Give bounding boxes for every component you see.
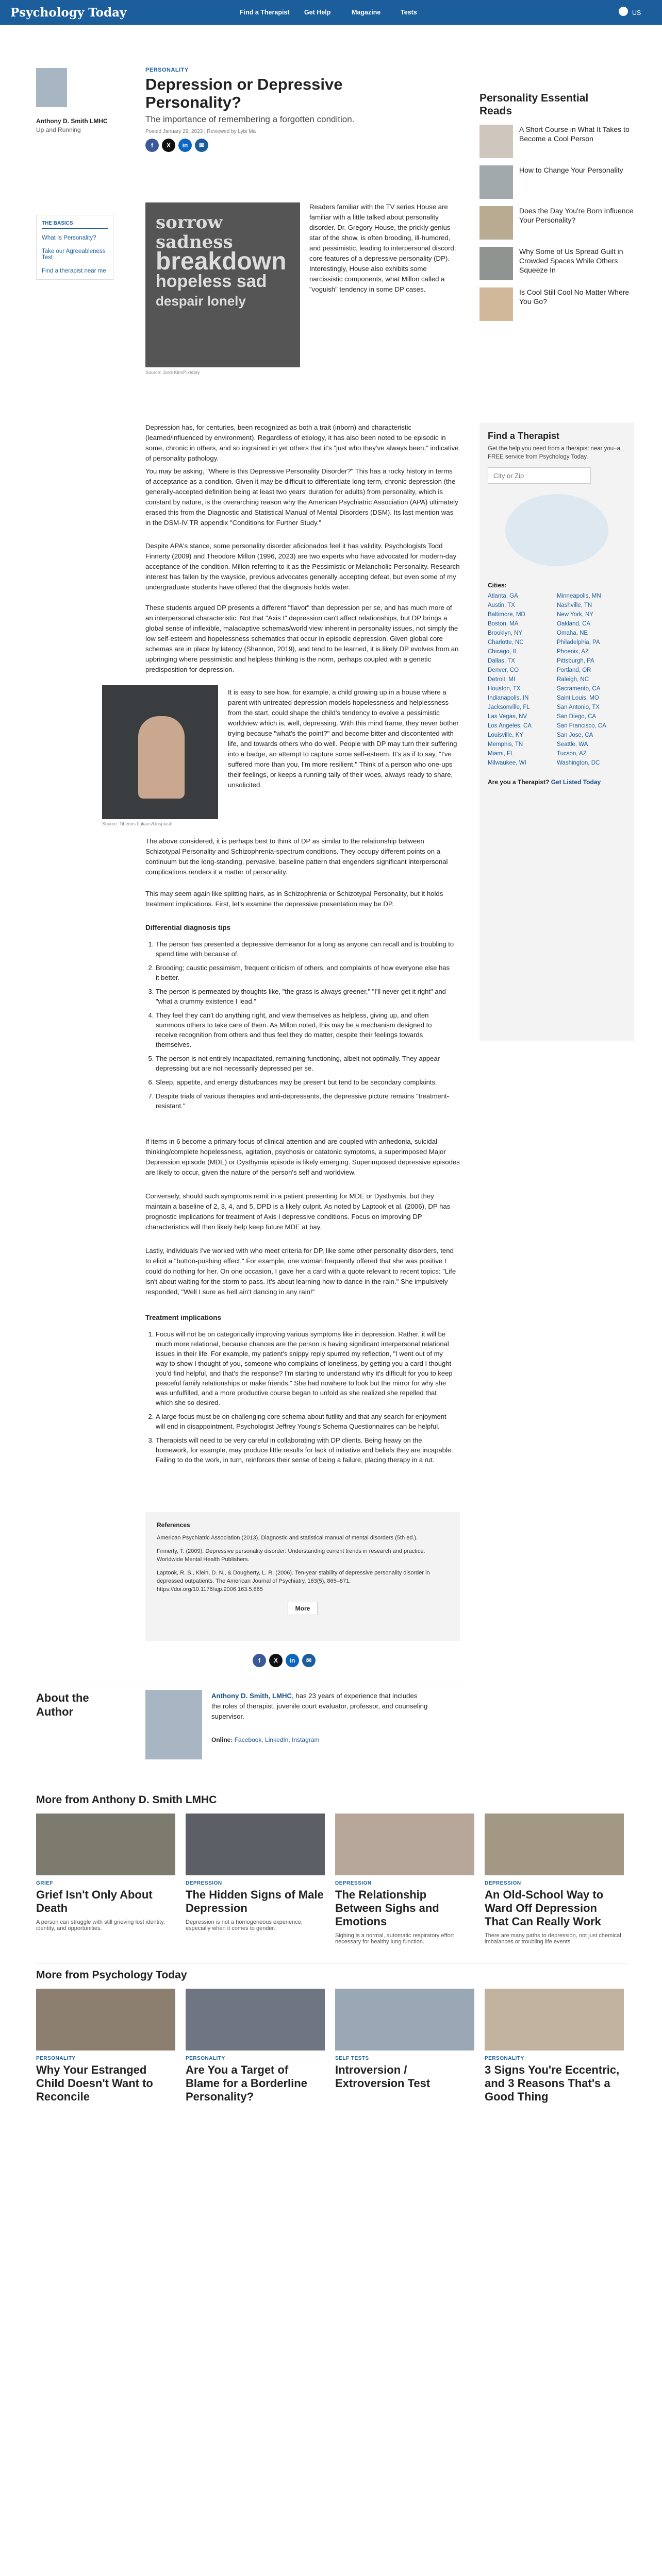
para-2: Depression has, for centuries, been recognized as both a trait (inborn) and characteristic (learned/influenced by environment). Regardless of etiology, it has also been noted to be episodic in some, chronic in others, and so ingrained in yet others that it's "just who they've always been," indicative of personality pathology. <box>145 423 459 462</box>
essential-read-item[interactable] <box>479 287 634 321</box>
author-name[interactable]: Anthony D. Smith LMHC <box>36 117 108 125</box>
more-author-heading: More from Anthony D. Smith LMHC <box>36 1794 217 1806</box>
therapist-heading: Find a Therapist <box>488 431 560 441</box>
city-link[interactable]: Los Angeles, CA <box>488 723 532 729</box>
para-10: Conversely, should such symptoms remit in a patient presenting for MDE or Dysthymia, but they maintain a baseline of 2, 3, 4, and 5, DPD is a likely culprit. As noted by Laptook et al. (2006), DP has prognostic implications for treatment of Axis I depressive conditions. Focus on improving DP characteristics will then likely help keep future MDE at bay. <box>145 1192 451 1231</box>
more-author-card[interactable] <box>485 1814 624 1945</box>
are-you-therapist: Are you a Therapist? <box>488 778 550 786</box>
more-pt-card[interactable] <box>186 1989 325 2104</box>
diff-heading: Differential diagnosis tips <box>145 924 231 931</box>
about-author-photo[interactable] <box>145 1690 202 1759</box>
para-1: Readers familiar with the TV series House are familiar with a little talked about personality disorder. Dr. Gregory House, the prickly genius star of the show, is often brooding, ill-humored, and pessimistic, leading to interpersonal discord; core features of a depressive personality (DP). Interestingly, House also exhibits some narcissistic components, what Millon called a "voguish" tendency in some DP cases. <box>309 203 456 293</box>
nav-get-help[interactable]: Get Help <box>304 9 331 16</box>
diff-item: 5. The person is not entirely incapacitated, remaining functioning, albeit not optimally. They appear depressing but are not necessarily depressed per se. <box>156 1054 455 1073</box>
card-tag: SELF TESTS <box>335 2056 369 2061</box>
city-link[interactable]: Austin, TX <box>488 602 515 608</box>
toc-box <box>36 215 113 280</box>
city-link[interactable]: Houston, TX <box>488 686 521 692</box>
article-kicker[interactable]: PERSONALITY <box>145 67 189 73</box>
cities-list <box>488 593 626 766</box>
city-link[interactable]: Raleigh, NC <box>557 676 589 683</box>
tx-heading: Treatment implications <box>145 1314 222 1321</box>
essential-read-title[interactable]: How to Change Your Personality <box>519 166 623 174</box>
get-listed-link[interactable]: Get Listed Today <box>551 778 601 786</box>
tx-list <box>145 1329 455 1469</box>
card-title[interactable]: Are You a Target of Blame for a Borderline Personality? <box>186 2063 307 2103</box>
city-link[interactable]: Oakland, CA <box>557 621 591 627</box>
card-tag: PERSONALITY <box>36 2056 76 2061</box>
email-icon[interactable]: ✉ <box>302 1654 316 1667</box>
nav-tests[interactable]: Tests <box>401 9 417 16</box>
toc-item-test[interactable]: Take our Agreeableness Test <box>42 248 106 261</box>
city-link[interactable]: Saint Louis, MO <box>557 695 599 701</box>
essential-reads <box>479 92 634 321</box>
more-pt-card[interactable] <box>36 1989 175 2104</box>
city-link[interactable]: Louisville, KY <box>488 732 524 738</box>
para-6: It is easy to see how, for example, a child growing up in a house where a parent with untreated depression models hopelessness and helplessness from the start, could shape the child's tendency to evolve a pessimistic worldview which is, well, depressing. With this mind frame, they never bother trying because "what's the point?" and become bitter and discontented with life, and towards others who do well. People with DP may turn their suffering into a badge, an attempt to capture some self-esteem. It's as if to say, "I've suffered more than you, I'm more resilient." Think of a person who one-ups their feelings, or keeps a running tally of their woes, always ready to share, unsolicited. <box>228 688 459 789</box>
para-4: Despite APA's stance, some personality disorder aficionados feel it has validity. Psychologists Todd Finnerty (2009) and Theodore Millon (1996, 2023) are two experts who have advocated for modern-day acceptance of the condition. Millon referring to it as the Pessimistic or Melancholic Personality. Research interest has fallen by the wayside, previous advocates generally accepting defeat, but even some of my undergraduate students have offered that the diagnosis holds water. <box>145 542 460 591</box>
diff-item: 7. Despite trials of various therapies and anti-depressants, the depressive picture remains "treatment-resistant." <box>156 1091 455 1111</box>
social-links[interactable]: Facebook, LinkedIn, Instagram <box>234 1736 320 1743</box>
nav-find-therapist[interactable]: Find a Therapist <box>240 9 290 16</box>
tx-item: 2. A large focus must be on challenging core schema about futility and that any search for enjoyment will end in disappointment. Psychologist Jeffrey Young's Schema Questionnaires can be helpful. <box>156 1412 455 1431</box>
city-link[interactable]: Portland, OR <box>557 667 591 673</box>
toc-heading: THE BASICS <box>42 221 108 229</box>
linkedin-icon[interactable]: in <box>286 1654 299 1667</box>
essential-read-title[interactable]: Is Cool Still Cool No Matter Where You Go? <box>519 288 630 306</box>
card-title[interactable]: The Relationship Between Sighs and Emotions <box>335 1888 439 1928</box>
references-heading: References <box>157 1521 190 1529</box>
more-author-card[interactable] <box>335 1814 474 1945</box>
city-link[interactable]: Boston, MA <box>488 621 519 627</box>
para-5: These students argued DP presents a different "flavor" than depression per se, and has much more of an interpersonal characteristic. Not that "Axis I" depression can't affect relationships, but DP brings a global sense of inflexible, maladaptive schemas/world view inherent in personality issues, not simply the low self-esteem and hopelessness schematics that occur in episodic depression. Given global core schemas are in place by latency (Shannon, 2019), and tend to be learned, it is likely DP evolves from an upbringing where pessimistic and helpless thinking is the norm, perhaps coupled with a genetic predisposition for depression. <box>145 604 459 673</box>
city-link[interactable]: San Antonio, TX <box>557 704 600 710</box>
city-link[interactable]: Atlanta, GA <box>488 593 518 599</box>
city-link[interactable]: Sacramento, CA <box>557 686 601 692</box>
essential-read-title[interactable]: A Short Course in What It Takes to Become a Cool Person <box>519 125 630 143</box>
diff-item: 1. The person has presented a depressive demeanor for a long as anyone can recall and is troubling to spend time with because of. <box>156 939 455 959</box>
city-link[interactable]: San Diego, CA <box>557 714 597 720</box>
city-link[interactable]: Memphis, TN <box>488 741 523 748</box>
city-link[interactable]: Las Vegas, NV <box>488 714 527 720</box>
para-8: This may seem again like splitting hairs, as in Schizophrenia or Schizotypal Personality, but it holds treatment implications. First, let's examine the depressive presentation may be DP. <box>145 890 443 908</box>
article-title: Depression or Depressive Personality? <box>145 75 343 111</box>
linkedin-icon[interactable]: in <box>178 139 192 152</box>
diff-item: 4. They feel they can't do anything right, and view themselves as helpless, giving up, and often summons others to take care of them. As Millon noted, this may be a mechanism designed to receive recognition from others and thus feel they do matter, despite their feelings towards themselves. <box>156 1010 455 1049</box>
city-link[interactable]: Phoenix, AZ <box>557 649 589 655</box>
city-link[interactable]: Dallas, TX <box>488 658 515 664</box>
para-7: The above considered, it is perhaps best to think of DP as similar to the relationship between Schizotypal Personality and Schizophrenia-spectrum conditions. They occupy different points on a continuum but the long-standing, pervasive, baseline pattern that engenders significant interpersonal complications renders it a matter of personality. <box>145 837 448 876</box>
city-link[interactable]: Seattle, WA <box>557 741 588 748</box>
cities-heading: Cities: <box>488 582 507 589</box>
x-icon[interactable]: X <box>162 139 175 152</box>
reference-item: American Psychiatric Association (2013). Diagnostic and statistical manual of mental disorders (5th ed.). <box>157 1535 418 1541</box>
city-link[interactable]: Pittsburgh, PA <box>557 658 594 664</box>
city-link[interactable]: Omaha, NE <box>557 630 588 636</box>
more-pt-card[interactable] <box>485 1989 624 2104</box>
para-11: Lastly, individuals I've worked with who meet criteria for DP, like some other personality disorders, tend to elicit a "button-pushing effect." For example, one woman frequently offered that she was positive I could do nothing for her. On one occasion, I gave her a card with a quote relevant to recent topics: "Life isn't about waiting for the storm to pass. It's about learning how to dance in the rain." She impulsively responded, "Well I sure as hell ain't dancing in any rain!" <box>145 1247 456 1296</box>
city-link[interactable]: Indianapolis, IN <box>488 695 529 701</box>
diff-item: 2. Brooding; caustic pessimism, frequent criticism of others, and complaints of how everyone else has it better. <box>156 963 455 982</box>
reference-item: Finnerty, T. (2009). Depressive personality disorder: Understanding current trends in research and practice. Worldwide Mental Health Publishers. <box>157 1548 425 1563</box>
toc-item-personality[interactable]: What Is Personality? <box>42 235 96 241</box>
article-subtitle: The importance of remembering a forgotten condition. <box>145 114 355 124</box>
facebook-icon[interactable]: f <box>253 1654 266 1667</box>
city-link[interactable]: Philadelphia, PA <box>557 639 600 646</box>
nav-magazine[interactable]: Magazine <box>352 9 381 16</box>
city-link[interactable]: San Francisco, CA <box>557 723 606 729</box>
city-link[interactable]: Charlotte, NC <box>488 639 524 646</box>
city-link[interactable]: Jacksonville, FL <box>488 704 530 710</box>
about-author-name[interactable]: Anthony D. Smith, LMHC <box>211 1692 292 1700</box>
card-tag: PERSONALITY <box>186 2056 225 2061</box>
city-link[interactable]: Miami, FL <box>488 751 514 757</box>
essential-read-item[interactable] <box>479 247 634 280</box>
site-header <box>0 0 662 25</box>
city-link[interactable]: Nashville, TN <box>557 602 592 608</box>
city-link[interactable]: Detroit, MI <box>488 676 516 683</box>
site-logo[interactable]: Psychology Today <box>10 6 127 20</box>
diff-item: 3. The person is permeated by thoughts like, "the grass is always greener," "I'll never get it right" and "what a crummy existence I lead." <box>156 987 455 1006</box>
para-9: If items in 6 become a primary focus of clinical attention and are coupled with anhedonia, suicidal thinking/complete hopelessness, agitation, psychosis or catatonic symptoms, a superimposed Major Depression episode (MDE) or Dysthymia episode is likely emerging. Superimposed depressive episodes are likely to occur, given the nature of the person's self and worldview. <box>145 1138 460 1176</box>
more-pt-heading: More from Psychology Today <box>36 1969 187 1981</box>
blog-name[interactable]: Up and Running <box>36 126 81 133</box>
author-avatar[interactable] <box>36 68 67 107</box>
city-link[interactable]: Washington, DC <box>557 760 600 766</box>
city-link[interactable]: Minneapolis, MN <box>557 593 601 599</box>
references-more-button[interactable]: More <box>288 1602 318 1615</box>
locale-selector[interactable]: US <box>632 9 641 16</box>
card-tag: PERSONALITY <box>485 2056 524 2061</box>
city-link[interactable]: San Jose, CA <box>557 732 593 738</box>
card-tag: DEPRESSION <box>335 1880 372 1886</box>
depression-word-cloud-image: sorrow sadness breakdown hopeless sad despair lonely <box>145 202 300 367</box>
city-link[interactable]: Chicago, IL <box>488 649 518 655</box>
references-box <box>145 1512 460 1641</box>
essential-read-title[interactable]: Does the Day You're Born Influence Your Personality? <box>519 207 634 224</box>
city-link[interactable]: Tucson, AZ <box>557 751 587 757</box>
find-therapist-box <box>479 422 634 1041</box>
facebook-icon[interactable]: f <box>145 139 159 152</box>
card-desc: A person can struggle with still grieving lost identity, identity, and opportunities. <box>36 1919 165 1931</box>
share-bar-bottom <box>253 1654 319 1667</box>
zip-input[interactable] <box>488 467 591 484</box>
therapist-sub: Get the help you need from a therapist near you–a FREE service from Psychology Today. <box>488 446 620 460</box>
more-author-card[interactable] <box>36 1814 175 1931</box>
essential-heading: Personality Essential Reads <box>479 92 589 117</box>
online-label: Online: <box>211 1736 233 1743</box>
toc-item-therapist[interactable]: Find a therapist near me <box>42 268 106 274</box>
city-link[interactable]: New York, NY <box>557 612 593 618</box>
essential-read-item[interactable] <box>479 206 634 240</box>
share-bar <box>145 139 460 152</box>
about-heading: About the Author <box>36 1691 89 1718</box>
city-link[interactable]: Milwaukee, WI <box>488 760 526 766</box>
card-desc: Depression is not a homogeneous experience, especially when it comes to gender. <box>186 1919 303 1931</box>
card-tag: GRIEF <box>36 1880 54 1886</box>
essential-read-item[interactable] <box>479 125 634 158</box>
city-link[interactable]: Denver, CO <box>488 667 519 673</box>
image1-caption: Source: Jordi Kim/Pixabay <box>145 370 200 375</box>
card-tag: DEPRESSION <box>186 1880 222 1886</box>
card-title[interactable]: Why Your Estranged Child Doesn't Want to Reconcile <box>36 2063 153 2103</box>
more-author-card[interactable] <box>186 1814 325 1931</box>
card-title[interactable]: The Hidden Signs of Male Depression <box>186 1888 324 1914</box>
diff-item: 6. Sleep, appetite, and energy disturbances may be present but tend to be secondary complaints. <box>156 1077 455 1087</box>
account-icon[interactable] <box>619 7 628 16</box>
card-desc: Sighing is a normal, automatic respiratory effort necessary for healthy lung function. <box>335 1933 454 1945</box>
more-pt-card[interactable] <box>335 1989 474 2090</box>
image2-caption: Source: Tiberius Lukacs/Unsplash <box>102 821 173 826</box>
card-title[interactable]: Introversion / Extroversion Test <box>335 2063 431 2090</box>
x-icon[interactable]: X <box>269 1654 283 1667</box>
tx-item: 3. Therapists will need to be very careful in collaborating with DP clients. Being heavy on the homework, for example, may produce little results for lack of initiative and beliefs they are incapable. Failing to do the work, in turn, reinforces their sense of being a failure, placing therapy in a rut. <box>156 1435 455 1465</box>
article-meta: Posted January 29, 2023 | Reviewed by Lybi Ma <box>145 129 256 134</box>
card-tag: DEPRESSION <box>485 1880 521 1886</box>
therapist-illustration <box>505 494 608 566</box>
para-3: You may be asking, "Where is this Depressive Personality Disorder?" This has a rocky history in terms of acceptance as a condition. Given it may be difficult to differentiate long-term, chronic depression (the generally-accepted definition being at least two years' duration for adults) from personality, which is constant by nature, is the overarching reason why the American Psychiatric Association (APA) ultimately erased this from the Diagnostic and Statistical Manual of Mental Disorders (DSM). Its last mention was in the DSM-IV TR appendix "Conditions for Further Study." <box>145 467 458 527</box>
essential-read-title[interactable]: Why Some of Us Spread Guilt in Crowded Spaces While Others Squeeze In <box>519 247 623 274</box>
about-bio: , has 23 years of experience that includes the roles of therapist, juvenile court evaluator, professor, and counseling supervisor. <box>211 1692 428 1720</box>
card-desc: There are many paths to depression, not just chemical imbalances or troubling life events. <box>485 1933 621 1945</box>
tx-item: 1. Focus will not be on categorically improving various symptoms like in depression. Rather, it will be much more relational, because chances are the person is having significant interpersonal relational issues in their life. For example, my patient's snippy reply spurred my reflection, "I went out of my way to show I thought of you, someone who complains of loneliness, by getting you a card I thought you'd find helpful, and that's the response? I'm starting to understand why it's difficult for you to keep peaceful family relationships or make friends." She had nowhere to look but the mirror for why she was unfulfilled, and a more productive course began to unfold as she realized she repelled that which she so desired. <box>156 1329 455 1408</box>
city-link[interactable]: Baltimore, MD <box>488 612 525 618</box>
card-title[interactable]: 3 Signs You're Eccentric, and 3 Reasons That's a Good Thing <box>485 2063 620 2103</box>
card-title[interactable]: Grief Isn't Only About Death <box>36 1888 153 1914</box>
reference-item: Laptook, R. S., Klein, D. N., & Dougherty, L. R. (2006). Ten-year stability of depressive personality disorder in depressed outpatients. The American Journal of Psychiatry, 163(5), 865–871. https://doi.org/10.1176/ajp.2006.163.5.865 <box>157 1570 430 1592</box>
diff-list <box>145 939 455 1115</box>
email-icon[interactable]: ✉ <box>195 139 208 152</box>
city-link[interactable]: Brooklyn, NY <box>488 630 523 636</box>
card-title[interactable]: An Old-School Way to Ward Off Depression That Can Really Work <box>485 1888 604 1928</box>
essential-read-item[interactable] <box>479 165 634 199</box>
